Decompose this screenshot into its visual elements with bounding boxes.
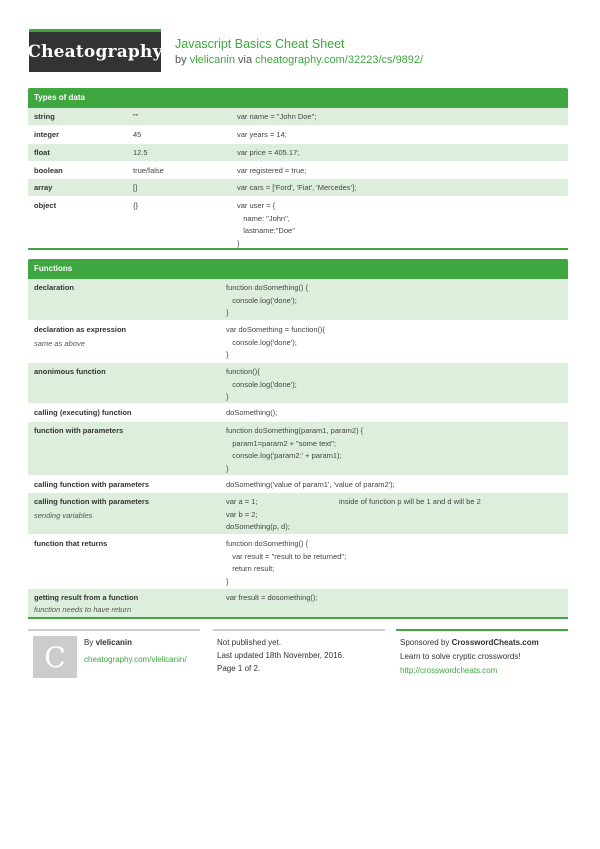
footer-publish-block [217,636,344,675]
published-status: Not published yet. [217,638,282,647]
table-row [28,143,568,161]
function-name: calling function with parameters [34,480,150,489]
function-code: doSomething('value of param1', 'value of param2'); [226,480,395,489]
function-name: declaration [34,283,75,292]
cheatography-logo[interactable] [29,29,161,72]
footer-author-link[interactable]: cheatography.com/vlelicanin/ [84,655,187,664]
page-title: Javascript Basics Cheat Sheet [175,37,345,51]
table-row [28,125,568,143]
type-name: integer [34,130,60,139]
type-example: var name = "John Doe"; [237,112,317,121]
sheet-url-link[interactable]: cheatography.com/32223/cs/9892/ [255,54,424,66]
sponsor-tagline: Learn to solve cryptic crosswords! [400,652,521,661]
function-name: calling (executing) function [34,408,132,417]
function-subtitle: function needs to have return [34,605,132,614]
table-row [28,403,568,421]
function-code: var fresult = dosomething(); [226,593,318,602]
table-row [28,279,568,320]
function-name: calling function with parameters [34,497,150,506]
function-name: function with parameters [34,426,124,435]
type-example: var cars = ['Ford', 'Fiat', 'Mercedes']; [237,183,357,192]
type-example: var registered = true; [237,166,307,175]
type-name: string [34,112,55,121]
type-value: true/false [133,166,164,175]
function-name: function that returns [34,539,108,548]
types-section-heading: Types of data [28,88,568,108]
footer-author-name: vlelicanin [95,638,133,647]
types-section [28,88,568,250]
footer-divider [213,629,385,631]
function-name: getting result from a function [34,593,139,602]
function-note: inside of function p will be 1 and d will be 2 [339,497,481,506]
table-row [28,178,568,196]
logo-text: Cheatography [27,42,163,62]
type-name: float [34,148,50,157]
by-label: by [175,54,187,66]
author-avatar[interactable] [33,636,77,678]
functions-section [28,259,568,619]
author-link[interactable]: vlelicanin [189,54,235,66]
table-row [28,475,568,492]
type-value: [] [133,183,138,192]
table-row [28,108,568,125]
type-example: var price = 405.17; [237,148,300,157]
type-value: "" [133,112,139,121]
type-example: var user = { name: "John", lastname:"Doe" } [237,201,295,248]
function-code: function(){ console.log('done'); } [226,367,297,401]
via-label: via [238,54,253,66]
type-value: 12.5 [133,148,148,157]
function-code: var a = 1; var b = 2; doSomething(p, d); [226,497,290,531]
table-row [28,161,568,178]
function-subtitle: sending variables [34,511,93,520]
table-row [28,362,568,403]
table-row [28,320,568,362]
type-name: object [34,201,57,210]
sponsor-label: Sponsored by [400,638,450,647]
footer-sponsor-block [400,636,539,677]
function-subtitle: same as above [34,339,85,348]
type-value: {} [133,201,139,210]
type-name: array [34,183,53,192]
footer-author-block [84,636,187,666]
type-name: boolean [34,166,63,175]
table-row [28,534,568,588]
sponsor-name[interactable]: CrosswordCheats.com [451,638,539,647]
functions-section-heading: Functions [28,259,568,279]
footer-divider [396,629,568,631]
function-code: function doSomething(param1, param2) { param1=param2 + "some text"; console.log('param2:' + param1); } [226,426,364,473]
footer-divider [28,629,200,631]
page-number: Page 1 of 2. [217,664,261,673]
last-updated: Last updated 18th November, 2016. [217,651,345,660]
table-row [28,588,568,617]
byline [175,54,423,66]
function-code: doSomething(); [226,408,278,417]
footer-by-label: By [84,638,94,647]
table-row [28,196,568,248]
function-code: function doSomething() { console.log('done'); } [226,283,309,317]
table-row [28,492,568,534]
type-example: var years = 14; [237,130,287,139]
function-name: anonimous function [34,367,106,376]
type-value: 45 [133,130,142,139]
function-code: function doSomething() { var result = "result to be returned"; return result; } [226,539,347,586]
function-code: var doSomething = function(){ console.log('done'); } [226,325,326,359]
function-name: declaration as expression [34,325,127,334]
table-row [28,421,568,475]
avatar-letter: C [44,640,66,674]
sponsor-link[interactable]: http://crosswordcheats.com [400,666,498,675]
